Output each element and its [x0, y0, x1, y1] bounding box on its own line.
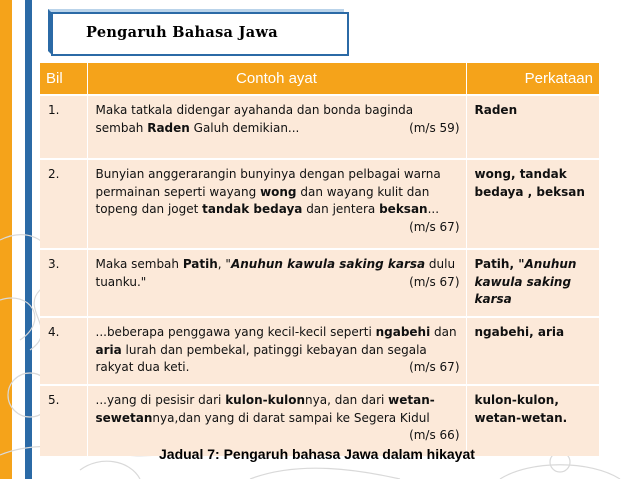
javanese-words: Patih, "Anuhun kawula saking karsa	[466, 249, 599, 317]
example-sentence: ...beberapa penggawa yang kecil-kecil seperti ngabehi dan aria lurah dan pembekal, patinggi kebayan dan segala rakyat dua keti. (m/s 67)	[87, 317, 466, 385]
row-number: 3.	[40, 249, 87, 317]
page-reference: (m/s 67)	[409, 274, 460, 289]
javanese-words: kulon-kulon, wetan-wetan.	[466, 385, 599, 456]
table-header-row	[40, 63, 599, 95]
example-sentence: Bunyian anggerarangin bunyinya dengan pelbagai warna permainan seperti wayang wong dan wayang kulit dan topeng dan joget tandak bedaya dan jentera beksan... (m/s 67)	[87, 159, 466, 249]
table-row	[40, 317, 599, 385]
table-caption: Jadual 7: Pengaruh bahasa Jawa dalam hikayat	[159, 446, 475, 462]
example-sentence: Maka tatkala didengar ayahanda dan bonda baginda sembah Raden Galuh demikian... (m/s 59)	[87, 95, 466, 159]
page-reference: (m/s 67)	[409, 219, 460, 234]
table-row	[40, 159, 599, 249]
javanese-words: wong, tandak bedaya , beksan	[466, 159, 599, 249]
page-reference: (m/s 67)	[409, 360, 460, 374]
javanese-words: ngabehi, aria	[466, 317, 599, 385]
banner-title: Pengaruh Bahasa Jawa	[86, 24, 278, 41]
row-number: 2.	[40, 159, 87, 249]
javanese-words: Raden	[466, 95, 599, 159]
row-number: 1.	[40, 95, 87, 159]
header-perkataan: Perkataan	[466, 63, 599, 95]
table-row	[40, 95, 599, 159]
table-row	[40, 249, 599, 317]
example-sentence: ...yang di pesisir dari kulon-kulonnya, dan dari wetan-sewetannya,dan yang di darat sampai ke Segera Kidul (m/s 66)	[87, 385, 466, 456]
page-reference: (m/s 66)	[409, 428, 460, 442]
page-reference: (m/s 59)	[409, 120, 460, 135]
row-number: 4.	[40, 317, 87, 385]
example-sentence: Maka sembah Patih, "Anuhun kawula saking karsa dulu tuanku." (m/s 67)	[87, 249, 466, 317]
influence-table	[40, 63, 599, 456]
title-banner	[46, 7, 352, 58]
header-bil: Bil	[40, 63, 87, 95]
header-contoh-ayat: Contoh ayat	[87, 63, 466, 95]
row-number: 5.	[40, 385, 87, 456]
